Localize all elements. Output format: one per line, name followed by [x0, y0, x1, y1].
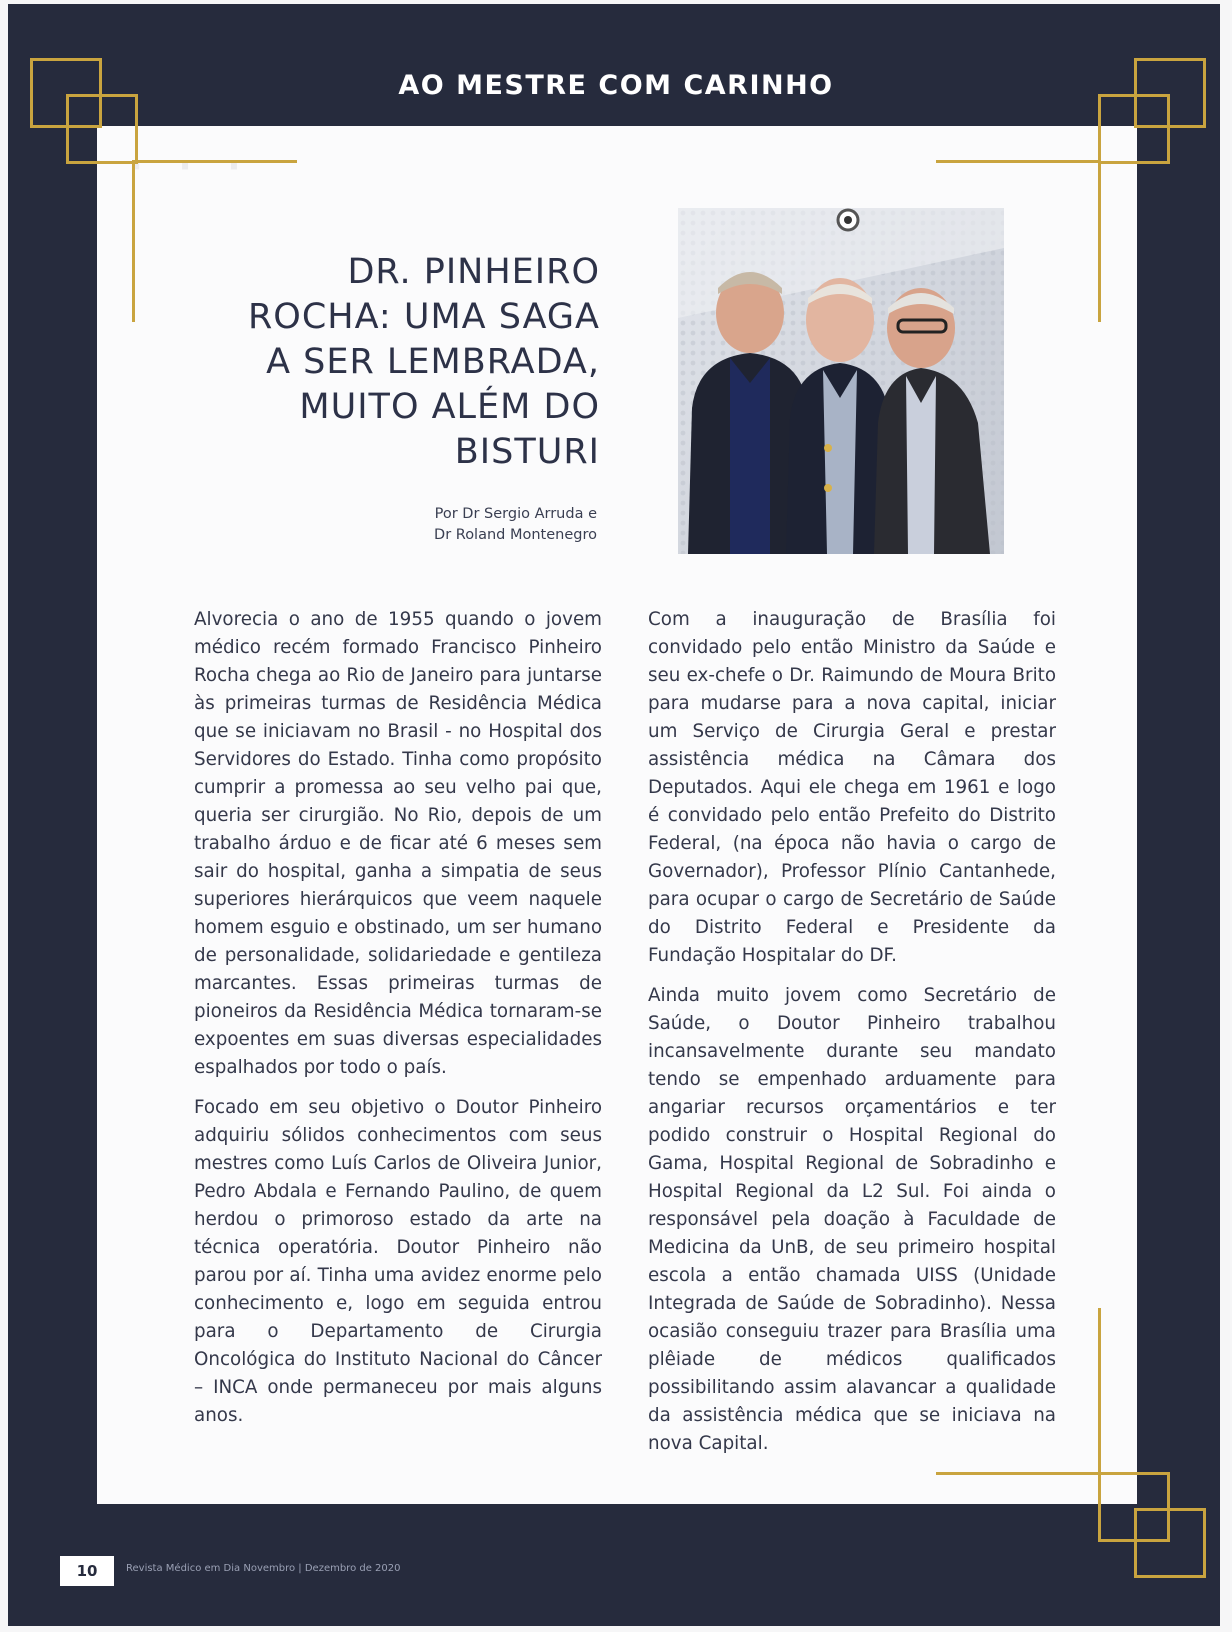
byline-line: Por Dr Sergio Arruda e [434, 506, 597, 522]
gold-rule [132, 160, 297, 163]
paragraph: Com a inauguração de Brasília foi convidado pelo então Ministro da Saúde e seu ex-chefe o Dr. Raimundo de Moura Brito para mudarse para a nova capital, iniciar um Serviço de Cirurgia Geral e prestar assistência médica na Câmara dos Deputados. Aqui ele chega em 1961 e logo é convidado pelo então Prefeito do Distrito Federal, (na época não havia o cargo de Governador), Professor Plínio Cantanhede, para ocupar o cargo de Secretário de Saúde do Distrito Federal e Presidente da Fundação Hospitalar do DF. [648, 609, 1056, 966]
gold-rule [132, 160, 135, 322]
gold-rule [936, 1472, 1101, 1475]
gold-square-decoration [1098, 94, 1170, 164]
gold-square-decoration [66, 94, 138, 164]
photo-image [678, 208, 1004, 554]
publication-info: Revista Médico em Dia Novembro | Dezembro de 2020 [126, 1563, 401, 1574]
decorative-watermark: · · · [127, 132, 250, 200]
byline-line: Dr Roland Montenegro [434, 527, 597, 543]
section-title: AO MESTRE COM CARINHO [398, 70, 834, 101]
paragraph: Focado em seu objetivo o Doutor Pinheiro adquiriu sólidos conhecimentos com seus mestres como Luís Carlos de Oliveira Junior, Pedro Abdala e Fernando Paulino, de quem herdou o primoroso estado da arte na técnica operatória. Doutor Pinheiro não parou por aí. Tinha uma avidez enorme pelo conhecimento e, logo em seguida entrou para o Departamento de Cirurgia Oncológica do Instituto Nacional do Câncer – INCA onde permaneceu por mais alguns anos. [194, 1097, 602, 1426]
byline [300, 504, 597, 546]
headline-line: MUITO ALÉM DO [299, 387, 600, 427]
headline-line: BISTURI [454, 432, 600, 472]
article-headline [150, 250, 600, 475]
gold-rule [936, 160, 1101, 163]
gold-rule [1098, 1308, 1101, 1473]
headline-line: A SER LEMBRADA, [266, 342, 600, 382]
paragraph: Alvorecia o ano de 1955 quando o jovem médico recém formado Francisco Pinheiro Rocha chega ao Rio de Janeiro para juntarse às primeiras turmas de Residência Médica que se iniciavam no Brasil - no Hospital dos Servidores do Estado. Tinha como propósito cumprir a promessa ao seu velho pai que, queria ser cirurgião. No Rio, depois de um trabalho árduo e de ficar até 6 meses sem sair do hospital, ganha a simpatia de seus superiores hierárquicos que veem naquele homem esguio e obstinado, um ser humano de personalidade, solidariedade e gentileza marcantes. Essas primeiras turmas de pioneiros da Residência Médica tornaram-se expoentes em suas diversas especialidades espalhados por todo o país. [194, 609, 602, 1078]
article-column-1 [194, 606, 602, 1442]
gold-square-decoration [1134, 1508, 1206, 1578]
paragraph: Ainda muito jovem como Secretário de Saúde, o Doutor Pinheiro trabalhou incansavelmente durante seu mandato tendo se empenhado arduamente para angariar recursos orçamentários e ter podido construir o Hospital Regional do Gama, Hospital Regional de Sobradinho e Hospital Regional da L2 Sul. Foi ainda o responsável pela doação à Faculdade de Medicina da UnB, de seu primeiro hospital escola a então chamada UISS (Unidade Integrada de Saúde de Sobradinho). Nessa ocasião conseguiu trazer para Brasília uma plêiade de médicos qualificados possibilitando assim alavancar a qualidade da assistência médica que se iniciava na nova Capital. [648, 985, 1056, 1454]
page-number: 10 [60, 1556, 114, 1586]
headline-line: DR. PINHEIRO [347, 252, 600, 292]
article-column-2 [648, 606, 1056, 1470]
headline-line: ROCHA: UMA SAGA [247, 297, 600, 337]
gold-rule [1098, 160, 1101, 322]
